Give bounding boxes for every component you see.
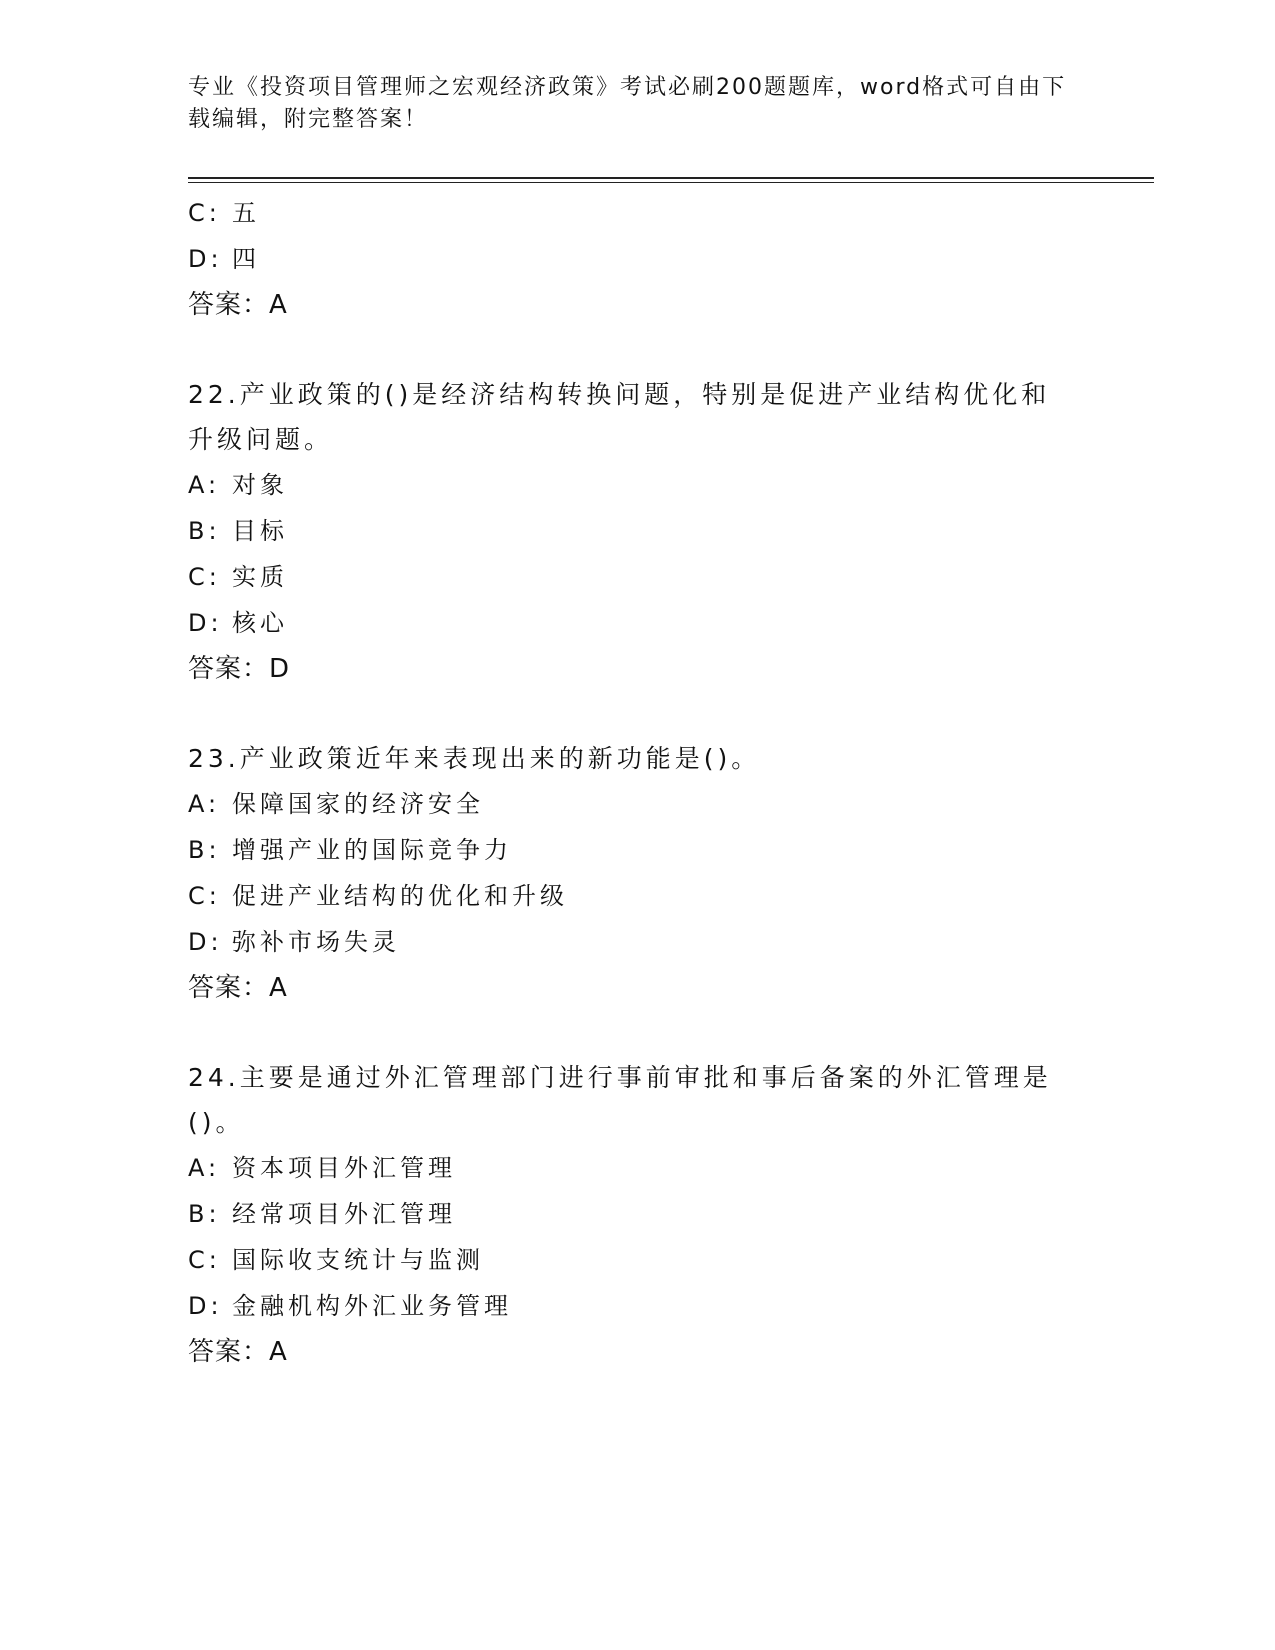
option-a (188, 1145, 1088, 1191)
question-22 (188, 372, 1088, 692)
option-c (188, 190, 1088, 236)
option-text: 增强产业的国际竞争力 (232, 836, 512, 864)
option-letter: C: (188, 882, 221, 910)
option-letter: C: (188, 1246, 221, 1274)
option-text: 四 (232, 245, 260, 273)
option-text: 对象 (232, 471, 288, 499)
option-text: 目标 (232, 517, 288, 545)
option-letter: D: (188, 1292, 223, 1320)
question-stem: 22.产业政策的()是经济结构转换问题，特别是促进产业结构优化和升级问题。 (188, 380, 1051, 454)
option-text: 核心 (232, 609, 288, 637)
option-letter: A: (188, 1154, 221, 1182)
question-21-tail (188, 190, 1088, 328)
option-d (188, 236, 1088, 282)
option-letter: A: (188, 790, 221, 818)
option-text: 保障国家的经济安全 (232, 790, 484, 818)
answer-line: 答案：A (188, 290, 288, 320)
question-24 (188, 1055, 1088, 1375)
option-letter: B: (188, 517, 221, 545)
option-text: 促进产业结构的优化和升级 (232, 882, 568, 910)
option-text: 金融机构外汇业务管理 (232, 1292, 512, 1320)
option-text: 国际收支统计与监测 (232, 1246, 484, 1274)
option-a (188, 781, 1088, 827)
option-a (188, 462, 1088, 508)
document-header-title: 专业《投资项目管理师之宏观经济政策》考试必刷200题题库，word格式可自由下载编辑，附完整答案！ (188, 75, 1067, 132)
option-b (188, 827, 1088, 873)
option-text: 资本项目外汇管理 (232, 1154, 456, 1182)
option-text: 弥补市场失灵 (232, 928, 400, 956)
option-d (188, 1283, 1088, 1329)
option-letter: C: (188, 199, 221, 227)
question-stem: 24.主要是通过外汇管理部门进行事前审批和事后备案的外汇管理是()。 (188, 1063, 1052, 1137)
option-letter: B: (188, 1200, 221, 1228)
option-text: 经常项目外汇管理 (232, 1200, 456, 1228)
option-text: 实质 (232, 563, 288, 591)
option-letter: D: (188, 928, 223, 956)
question-stem: 23.产业政策近年来表现出来的新功能是()。 (188, 744, 761, 773)
header-divider-thick (188, 177, 1154, 179)
option-b (188, 508, 1088, 554)
question-23 (188, 736, 1088, 1011)
option-text: 五 (232, 199, 260, 227)
option-c (188, 873, 1088, 919)
option-letter: A: (188, 471, 221, 499)
option-b (188, 1191, 1088, 1237)
option-d (188, 600, 1088, 646)
option-letter: D: (188, 245, 223, 273)
answer-line: 答案：A (188, 973, 288, 1003)
option-letter: D: (188, 609, 223, 637)
option-letter: C: (188, 563, 221, 591)
question-list (188, 190, 1088, 1375)
option-c (188, 554, 1088, 600)
answer-line: 答案：D (188, 654, 291, 684)
option-c (188, 1237, 1088, 1283)
option-d (188, 919, 1088, 965)
answer-line: 答案：A (188, 1337, 288, 1367)
header-divider-thin (188, 182, 1154, 183)
option-letter: B: (188, 836, 221, 864)
